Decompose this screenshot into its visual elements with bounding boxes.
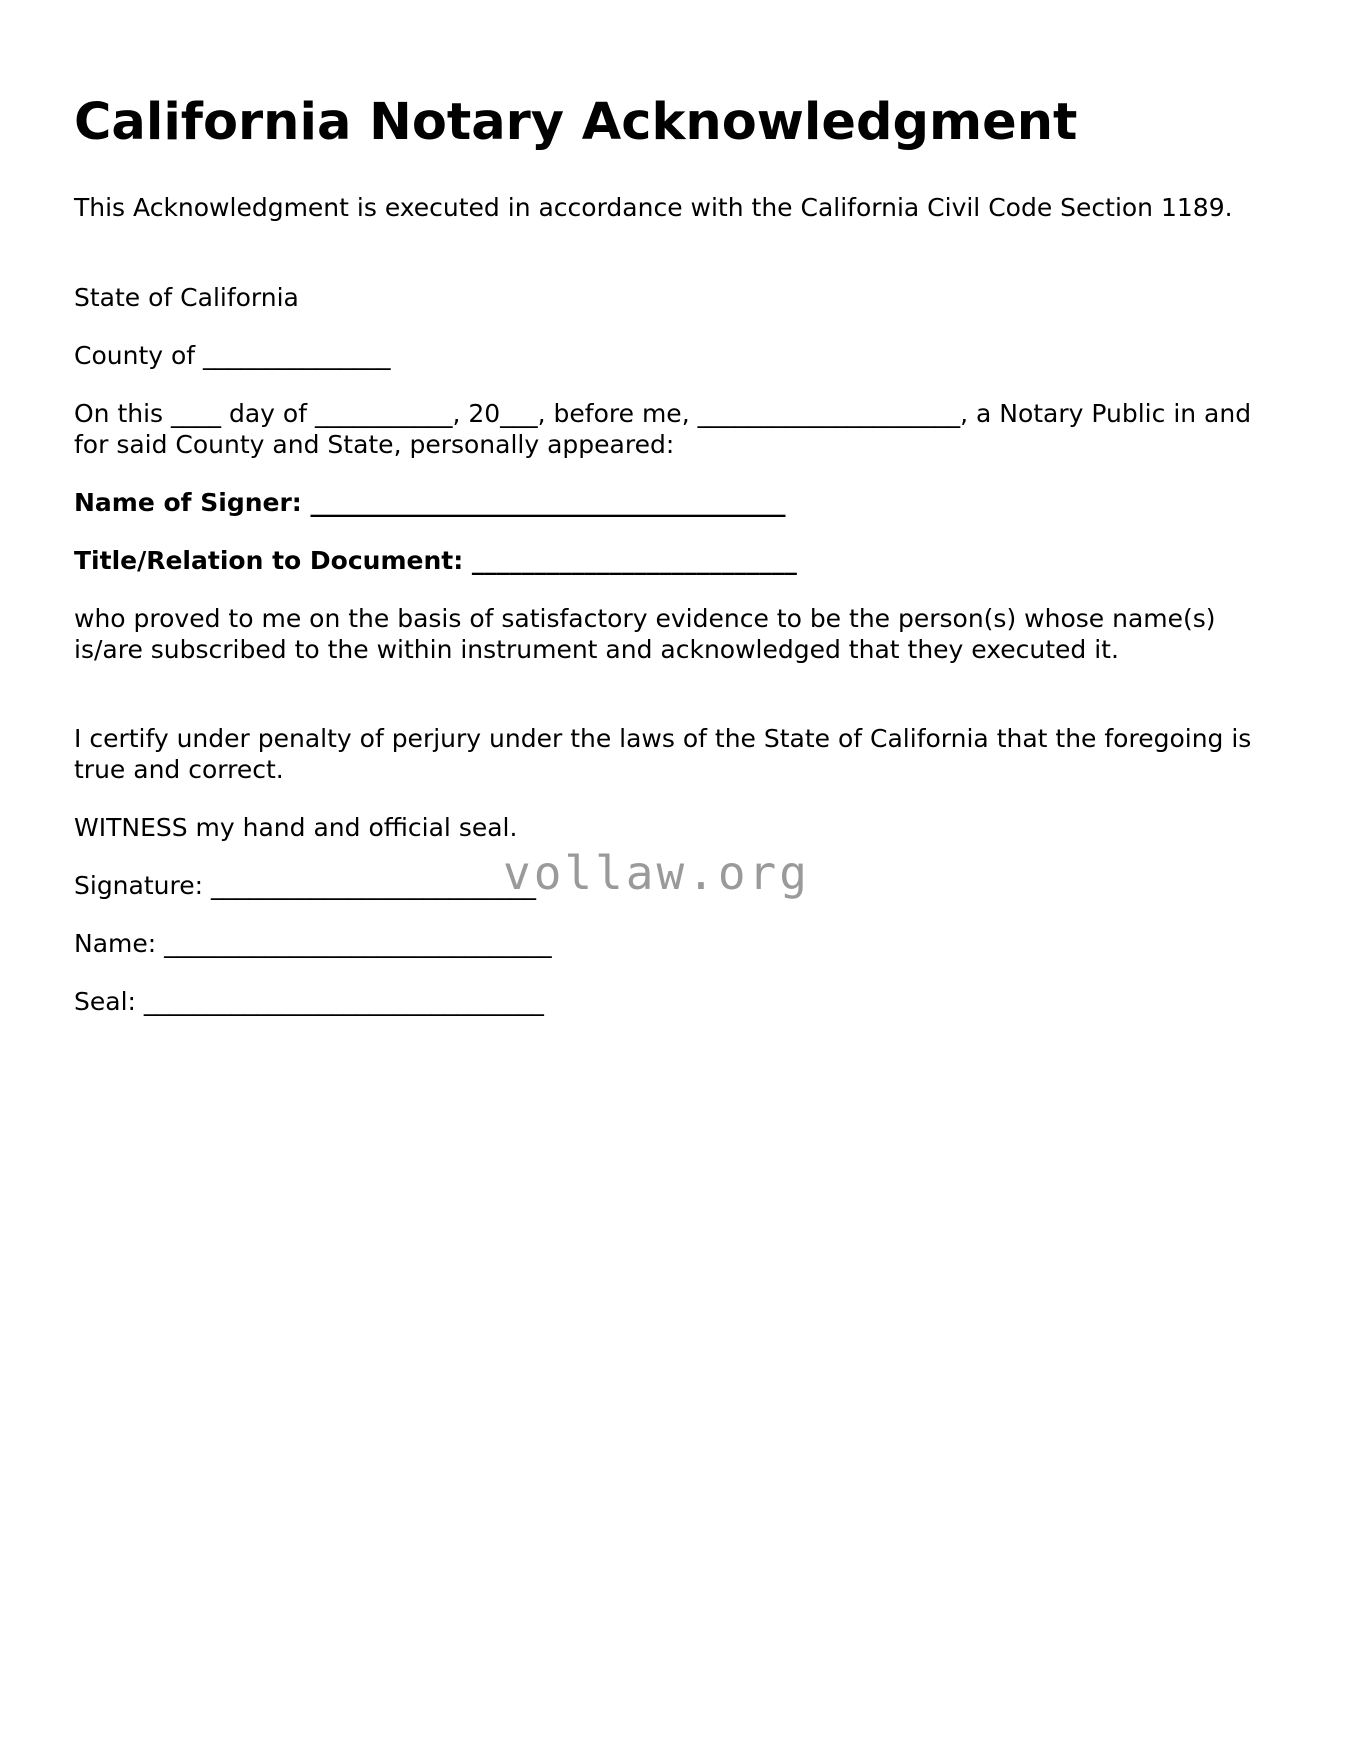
certification-paragraph: I certify under penalty of perjury under the laws of the State of California that the foregoing is true and correct. xyxy=(74,724,1252,784)
witness-line: WITNESS my hand and official seal. xyxy=(74,813,518,842)
appearance-paragraph: On this ____ day of ___________, 20___, before me, _____________________, a Notary Public in and for said County and State, personally appeared: xyxy=(74,399,1252,459)
signer-name-line: Name of Signer: ______________________________________ xyxy=(74,488,786,517)
intro-paragraph: This Acknowledgment is executed in accordance with the California Civil Code Section 1189. xyxy=(74,193,1233,222)
watermark-text: vollaw.org xyxy=(503,846,810,900)
signature-line: Signature: __________________________ xyxy=(74,871,536,900)
proof-paragraph: who proved to me on the basis of satisfactory evidence to be the person(s) whose name(s) is/are subscribed to the within instrument and acknowledged that they executed it. xyxy=(74,604,1216,664)
seal-line: Seal: ________________________________ xyxy=(74,987,544,1016)
name-line: Name: _______________________________ xyxy=(74,929,552,958)
title-relation-line: Title/Relation to Document: __________________________ xyxy=(74,546,797,575)
state-line: State of California xyxy=(74,283,299,312)
page-title: California Notary Acknowledgment xyxy=(74,93,1078,152)
county-line: County of _______________ xyxy=(74,341,391,370)
